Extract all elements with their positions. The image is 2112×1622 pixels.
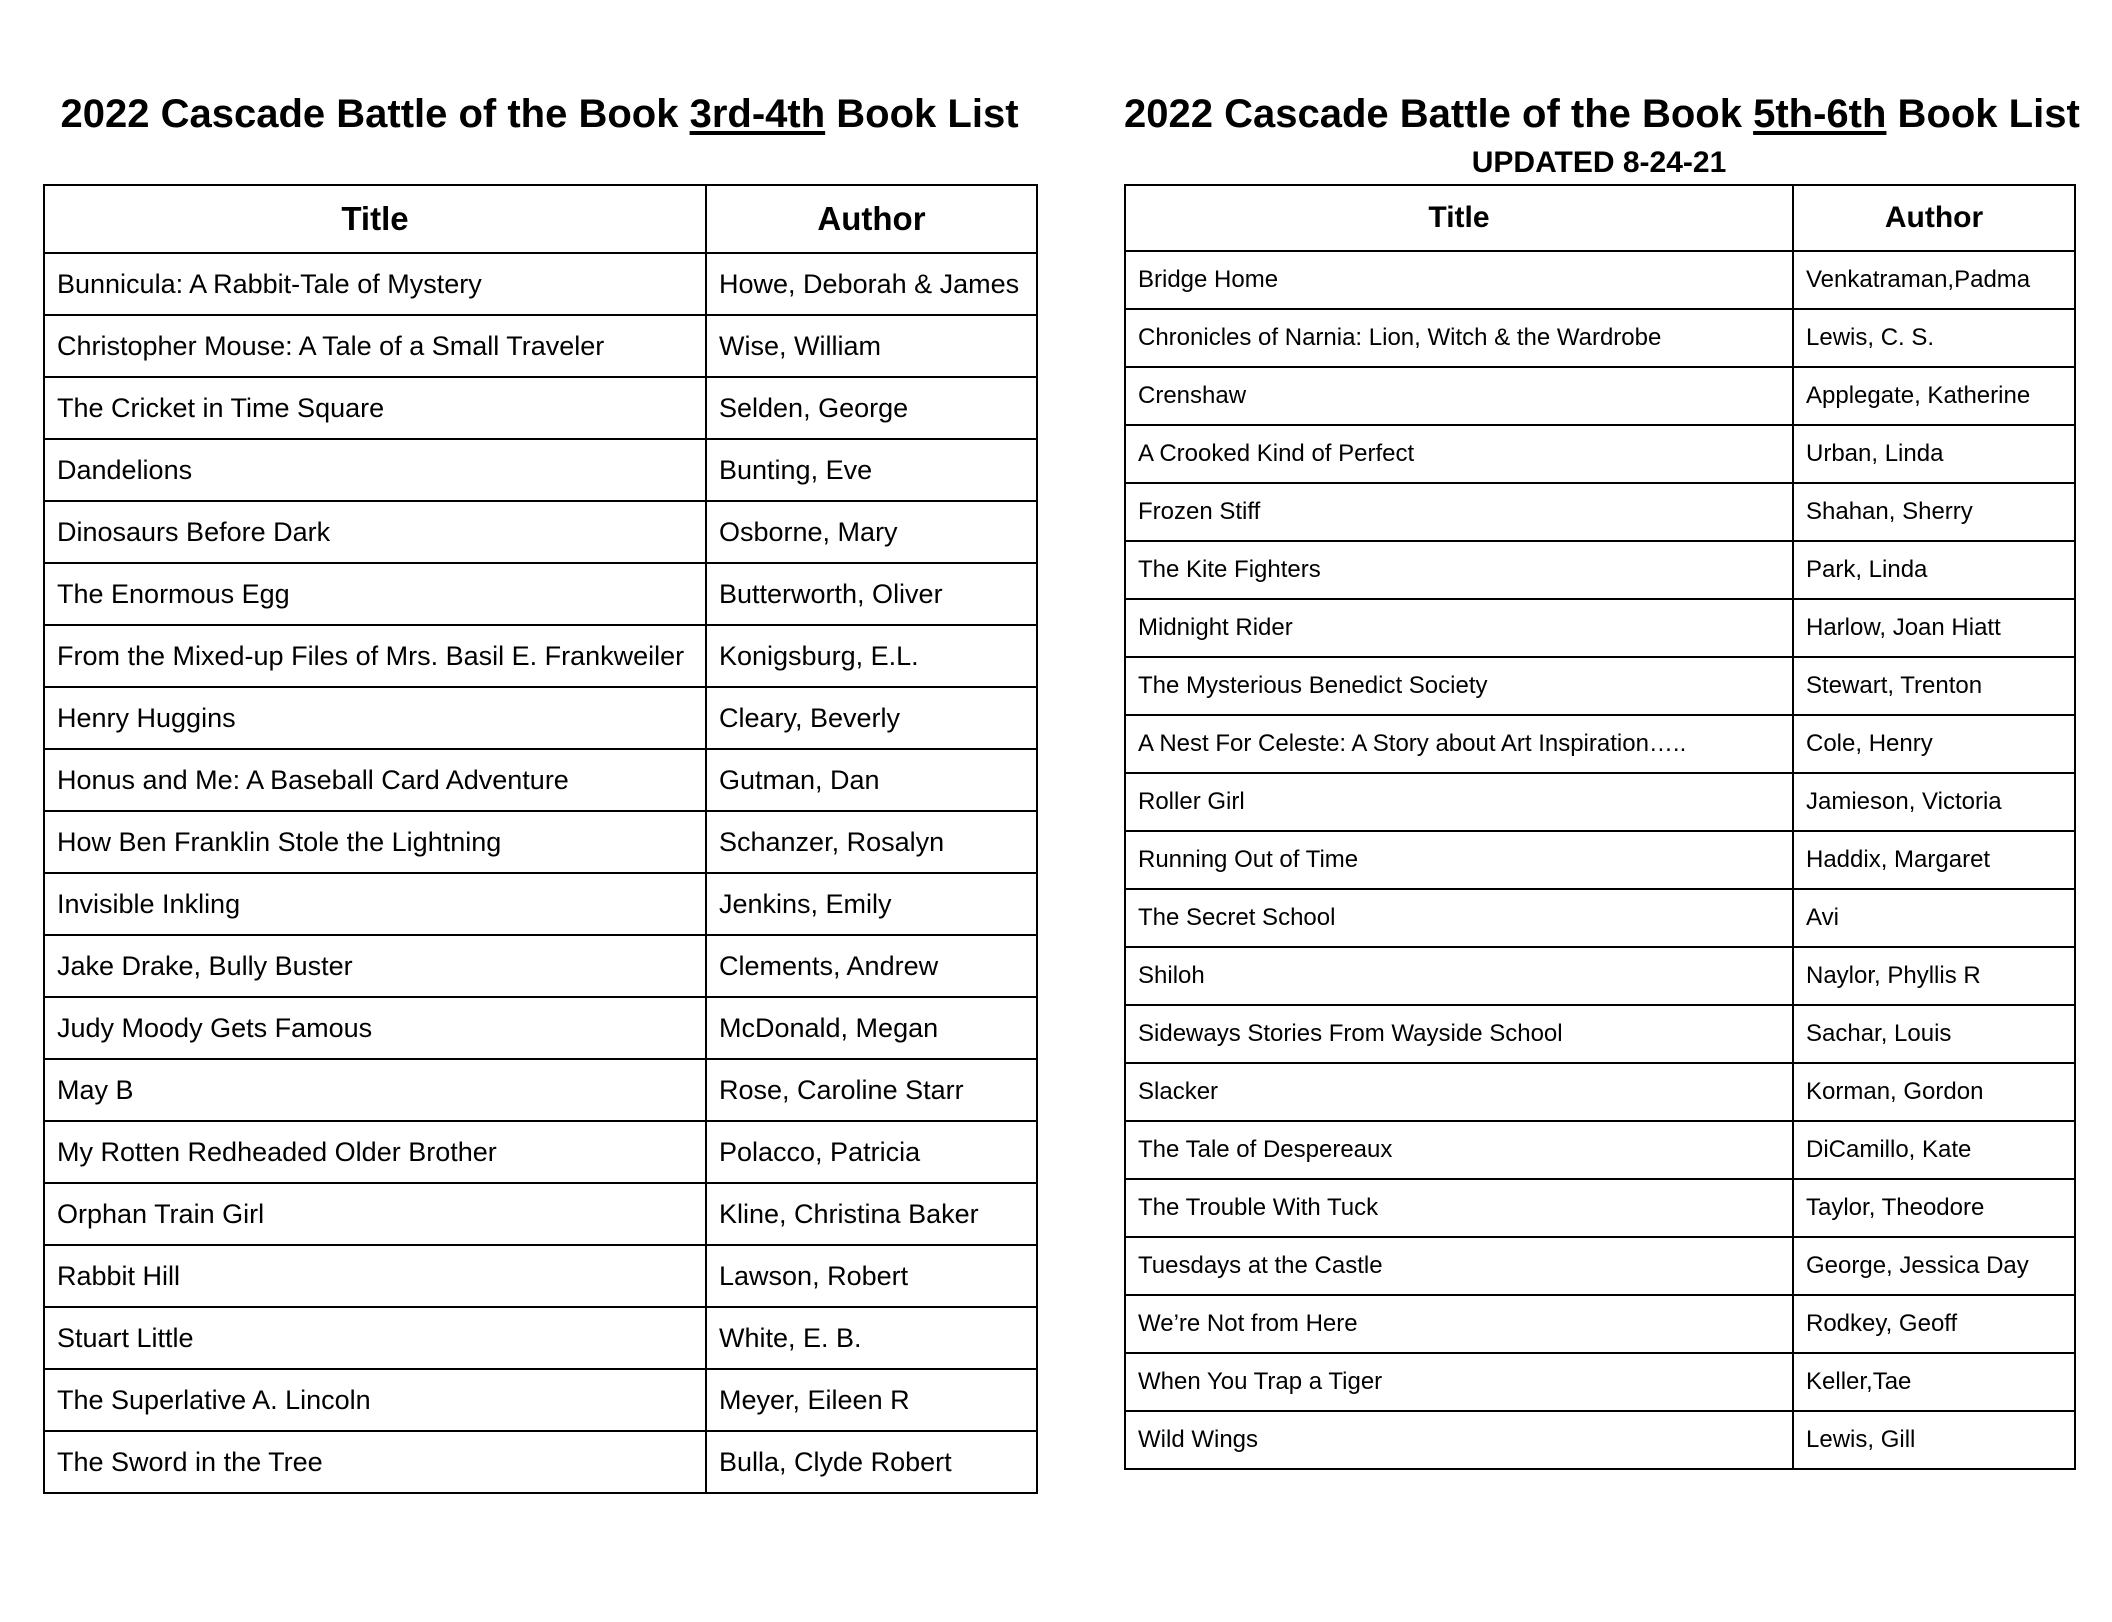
book-title-cell: Bunnicula: A Rabbit-Tale of Mystery xyxy=(44,253,706,315)
table-row xyxy=(1125,1063,2075,1121)
book-author-cell: Stewart, Trenton xyxy=(1793,657,2075,715)
table-row xyxy=(1125,1121,2075,1179)
book-title-cell: Tuesdays at the Castle xyxy=(1125,1237,1793,1295)
book-author-cell: Lewis, C. S. xyxy=(1793,309,2075,367)
book-title-cell: Sideways Stories From Wayside School xyxy=(1125,1005,1793,1063)
book-title-cell: The Superlative A. Lincoln xyxy=(44,1369,706,1431)
book-author-cell: DiCamillo, Kate xyxy=(1793,1121,2075,1179)
book-title-cell: A Crooked Kind of Perfect xyxy=(1125,425,1793,483)
table-row xyxy=(1125,831,2075,889)
table-row xyxy=(1125,1411,2075,1469)
book-author-cell: Naylor, Phyllis R xyxy=(1793,947,2075,1005)
table-row xyxy=(44,253,1037,315)
table-row xyxy=(44,439,1037,501)
book-title-cell: Chronicles of Narnia: Lion, Witch & the Wardrobe xyxy=(1125,309,1793,367)
book-title-cell: The Tale of Despereaux xyxy=(1125,1121,1793,1179)
book-author-cell: Osborne, Mary xyxy=(706,501,1037,563)
book-author-cell: Butterworth, Oliver xyxy=(706,563,1037,625)
grade-range: 3rd-4th xyxy=(689,92,826,136)
title-prefix: 2022 Cascade Battle of the Book xyxy=(1124,92,1754,136)
book-title-cell: Dandelions xyxy=(44,439,706,501)
book-title-cell: Frozen Stiff xyxy=(1125,483,1793,541)
table-row xyxy=(44,935,1037,997)
book-title-cell: When You Trap a Tiger xyxy=(1125,1353,1793,1411)
book-table xyxy=(43,184,1038,1494)
book-title-cell: From the Mixed-up Files of Mrs. Basil E. Frankweiler xyxy=(44,625,706,687)
table-row xyxy=(44,1183,1037,1245)
book-author-cell: Sachar, Louis xyxy=(1793,1005,2075,1063)
book-author-cell: George, Jessica Day xyxy=(1793,1237,2075,1295)
title-prefix: 2022 Cascade Battle of the Book xyxy=(60,92,690,136)
book-author-cell: Cole, Henry xyxy=(1793,715,2075,773)
book-author-cell: Jamieson, Victoria xyxy=(1793,773,2075,831)
book-table xyxy=(1124,184,2076,1470)
book-title-cell: We’re Not from Here xyxy=(1125,1295,1793,1353)
table-row xyxy=(44,1059,1037,1121)
book-author-cell: Lawson, Robert xyxy=(706,1245,1037,1307)
header-row xyxy=(44,185,1037,253)
book-author-cell: Lewis, Gill xyxy=(1793,1411,2075,1469)
book-title-cell: Dinosaurs Before Dark xyxy=(44,501,706,563)
table-row xyxy=(1125,773,2075,831)
book-title-cell: Christopher Mouse: A Tale of a Small Traveler xyxy=(44,315,706,377)
title-suffix: Book List xyxy=(825,92,1019,136)
book-title-cell: Shiloh xyxy=(1125,947,1793,1005)
book-author-cell: Park, Linda xyxy=(1793,541,2075,599)
book-title-cell: Crenshaw xyxy=(1125,367,1793,425)
column-header-author: Author xyxy=(1793,185,2075,251)
book-title-cell: The Enormous Egg xyxy=(44,563,706,625)
table-row xyxy=(44,749,1037,811)
table-row xyxy=(44,1245,1037,1307)
table-row xyxy=(44,315,1037,377)
table-row xyxy=(44,625,1037,687)
table-row xyxy=(1125,599,2075,657)
table-row xyxy=(1125,1353,2075,1411)
book-author-cell: Schanzer, Rosalyn xyxy=(706,811,1037,873)
book-author-cell: McDonald, Megan xyxy=(706,997,1037,1059)
book-author-cell: Applegate, Katherine xyxy=(1793,367,2075,425)
table-row xyxy=(1125,1295,2075,1353)
book-author-cell: Haddix, Margaret xyxy=(1793,831,2075,889)
table-row xyxy=(44,687,1037,749)
table-row xyxy=(1125,1179,2075,1237)
book-title-cell: The Cricket in Time Square xyxy=(44,377,706,439)
book-title-cell: May B xyxy=(44,1059,706,1121)
book-author-cell: Bulla, Clyde Robert xyxy=(706,1431,1037,1493)
book-author-cell: Keller,Tae xyxy=(1793,1353,2075,1411)
book-title-cell: Honus and Me: A Baseball Card Adventure xyxy=(44,749,706,811)
table-row xyxy=(44,997,1037,1059)
table-row xyxy=(1125,309,2075,367)
book-author-cell: Rose, Caroline Starr xyxy=(706,1059,1037,1121)
book-author-cell: Kline, Christina Baker xyxy=(706,1183,1037,1245)
book-title-cell: Running Out of Time xyxy=(1125,831,1793,889)
book-title-cell: Stuart Little xyxy=(44,1307,706,1369)
table-row xyxy=(1125,483,2075,541)
table-row xyxy=(1125,367,2075,425)
book-author-cell: Cleary, Beverly xyxy=(706,687,1037,749)
book-title-cell: My Rotten Redheaded Older Brother xyxy=(44,1121,706,1183)
table-row xyxy=(44,377,1037,439)
book-author-cell: Selden, George xyxy=(706,377,1037,439)
book-author-cell: Wise, William xyxy=(706,315,1037,377)
header-row xyxy=(1125,185,2075,251)
book-author-cell: Taylor, Theodore xyxy=(1793,1179,2075,1237)
book-title-cell: The Trouble With Tuck xyxy=(1125,1179,1793,1237)
book-title-cell: The Secret School xyxy=(1125,889,1793,947)
column-header-title: Title xyxy=(44,185,706,253)
table-row xyxy=(44,563,1037,625)
book-author-cell: Meyer, Eileen R xyxy=(706,1369,1037,1431)
book-title-cell: The Kite Fighters xyxy=(1125,541,1793,599)
updated-note: UPDATED 8-24-21 xyxy=(1471,146,1727,179)
book-author-cell: Rodkey, Geoff xyxy=(1793,1295,2075,1353)
book-author-cell: Howe, Deborah & James xyxy=(706,253,1037,315)
table-row xyxy=(1125,657,2075,715)
book-author-cell: Shahan, Sherry xyxy=(1793,483,2075,541)
list-title xyxy=(1124,90,2080,138)
book-author-cell: Korman, Gordon xyxy=(1793,1063,2075,1121)
grade-range: 5th-6th xyxy=(1753,92,1887,136)
table-row xyxy=(44,1431,1037,1493)
book-author-cell: Polacco, Patricia xyxy=(706,1121,1037,1183)
book-title-cell: Rabbit Hill xyxy=(44,1245,706,1307)
book-title-cell: Slacker xyxy=(1125,1063,1793,1121)
book-title-cell: Roller Girl xyxy=(1125,773,1793,831)
table-row xyxy=(44,501,1037,563)
book-author-cell: Urban, Linda xyxy=(1793,425,2075,483)
book-title-cell: Midnight Rider xyxy=(1125,599,1793,657)
book-title-cell: The Mysterious Benedict Society xyxy=(1125,657,1793,715)
book-author-cell: White, E. B. xyxy=(706,1307,1037,1369)
book-author-cell: Jenkins, Emily xyxy=(706,873,1037,935)
table-row xyxy=(1125,1005,2075,1063)
table-row xyxy=(44,1121,1037,1183)
book-title-cell: The Sword in the Tree xyxy=(44,1431,706,1493)
table-row xyxy=(1125,715,2075,773)
table-row xyxy=(44,811,1037,873)
book-title-cell: Bridge Home xyxy=(1125,251,1793,309)
table-row xyxy=(1125,947,2075,1005)
book-author-cell: Konigsburg, E.L. xyxy=(706,625,1037,687)
book-title-cell: Judy Moody Gets Famous xyxy=(44,997,706,1059)
table-row xyxy=(44,1369,1037,1431)
book-title-cell: A Nest For Celeste: A Story about Art Inspiration….. xyxy=(1125,715,1793,773)
title-suffix: Book List xyxy=(1886,92,2080,136)
book-author-cell: Gutman, Dan xyxy=(706,749,1037,811)
book-title-cell: Orphan Train Girl xyxy=(44,1183,706,1245)
book-author-cell: Avi xyxy=(1793,889,2075,947)
column-header-author: Author xyxy=(706,185,1037,253)
book-title-cell: Jake Drake, Bully Buster xyxy=(44,935,706,997)
book-title-cell: Henry Huggins xyxy=(44,687,706,749)
book-title-cell: Invisible Inkling xyxy=(44,873,706,935)
table-row xyxy=(1125,541,2075,599)
table-row xyxy=(1125,425,2075,483)
book-title-cell: How Ben Franklin Stole the Lightning xyxy=(44,811,706,873)
book-author-cell: Bunting, Eve xyxy=(706,439,1037,501)
table-row xyxy=(1125,889,2075,947)
column-header-title: Title xyxy=(1125,185,1793,251)
book-author-cell: Clements, Andrew xyxy=(706,935,1037,997)
table-row xyxy=(44,1307,1037,1369)
book-author-cell: Venkatraman,Padma xyxy=(1793,251,2075,309)
table-row xyxy=(44,873,1037,935)
book-title-cell: Wild Wings xyxy=(1125,1411,1793,1469)
table-row xyxy=(1125,1237,2075,1295)
table-row xyxy=(1125,251,2075,309)
list-title xyxy=(43,90,1036,138)
book-author-cell: Harlow, Joan Hiatt xyxy=(1793,599,2075,657)
